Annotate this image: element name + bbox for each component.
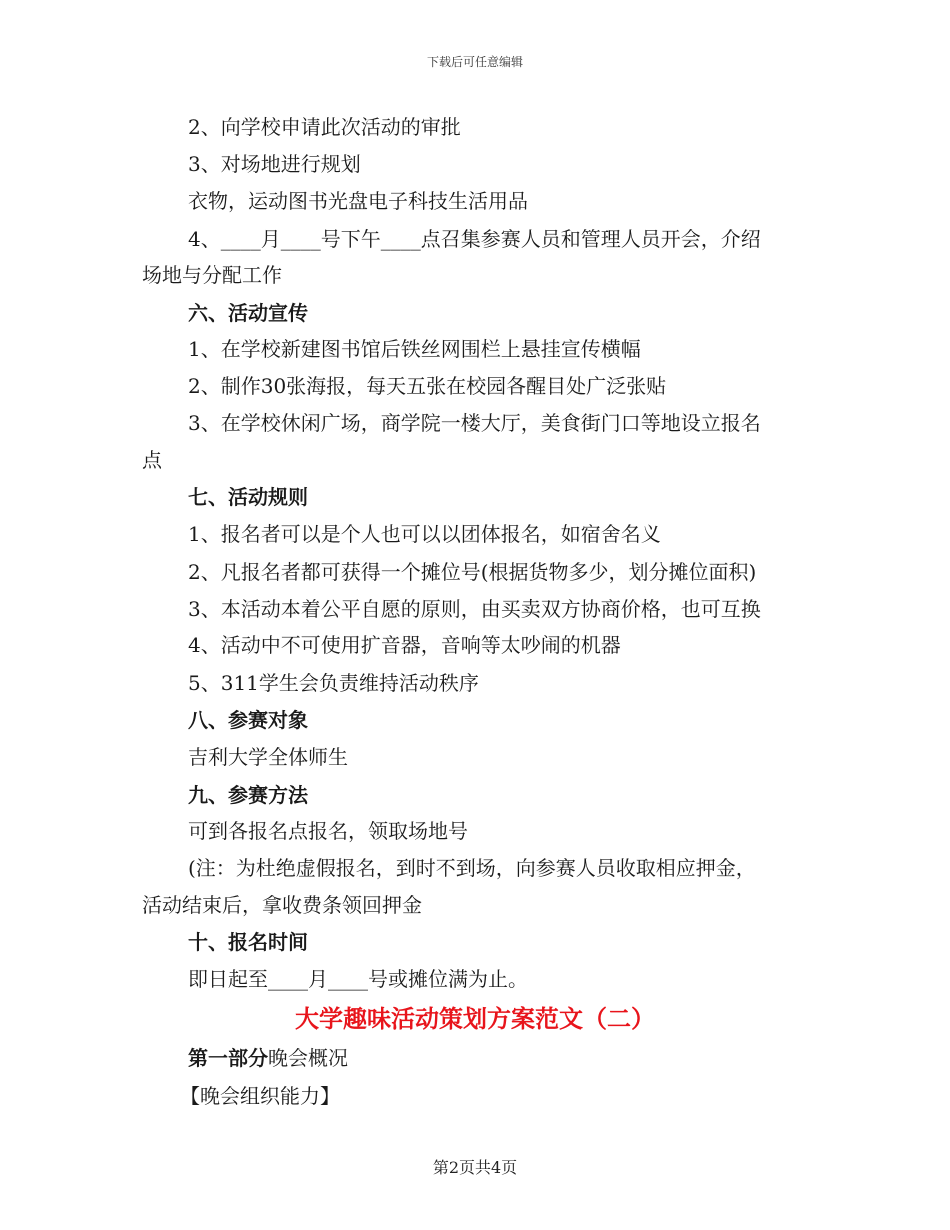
paragraph-line: (注：为杜绝虚假报名，到时不到场，向参赛人员收取相应押金， (188, 856, 756, 880)
list-item: 1、在学校新建图书馆后铁丝网围栏上悬挂宣传横幅 (188, 337, 641, 361)
list-item: 2、制作30张海报，每天五张在校园各醒目处广泛张贴 (188, 374, 667, 398)
section-heading: 十、报名时间 (188, 930, 308, 954)
list-item: 1、报名者可以是个人也可以以团体报名，如宿舍名义 (188, 522, 661, 546)
part-label: 第一部分 (188, 1046, 268, 1070)
list-item: 3、本活动本着公平自愿的原则，由买卖双方协商价格，也可互换 (188, 597, 761, 621)
paragraph-line: 点 (142, 448, 162, 472)
document-title: 大学趣味活动策划方案范文（二） (295, 1004, 655, 1033)
paragraph-line: 活动结束后，拿收费条领回押金 (142, 893, 422, 917)
list-item: 2、向学校申请此次活动的审批 (188, 115, 461, 139)
section-heading: 八、参赛对象 (188, 708, 308, 732)
section-heading: 七、活动规则 (188, 485, 308, 509)
list-item: 4、活动中不可使用扩音器，音响等太吵闹的机器 (188, 633, 621, 657)
list-item: 2、凡报名者都可获得一个摊位号(根据货物多少，划分摊位面积) (188, 560, 757, 584)
paragraph-line: 衣物，运动图书光盘电子科技生活用品 (188, 189, 528, 213)
section-heading: 九、参赛方法 (188, 783, 308, 807)
page-header: 下载后可任意编辑 (426, 55, 523, 69)
paragraph-line: 场地与分配工作 (142, 263, 282, 287)
part-heading (188, 1046, 348, 1070)
bracket-heading: 【晚会组织能力】 (180, 1084, 340, 1108)
list-item: 3、对场地进行规划 (188, 152, 361, 176)
list-item: 3、在学校休闲广场，商学院一楼大厅，美食街门口等地设立报名 (188, 411, 761, 435)
paragraph-line: 可到各报名点报名，领取场地号 (188, 819, 468, 843)
paragraph-line: 即日起至____月____号或摊位满为止。 (188, 967, 528, 991)
section-heading: 六、活动宣传 (188, 301, 308, 325)
part-text: 晚会概况 (268, 1046, 348, 1070)
paragraph-line: 吉利大学全体师生 (188, 745, 348, 769)
list-item: 5、311学生会负责维持活动秩序 (188, 671, 479, 695)
page-footer: 第2页共4页 (432, 1158, 518, 1177)
list-item: 4、____月____号下午____点召集参赛人员和管理人员开会，介绍 (188, 227, 761, 251)
